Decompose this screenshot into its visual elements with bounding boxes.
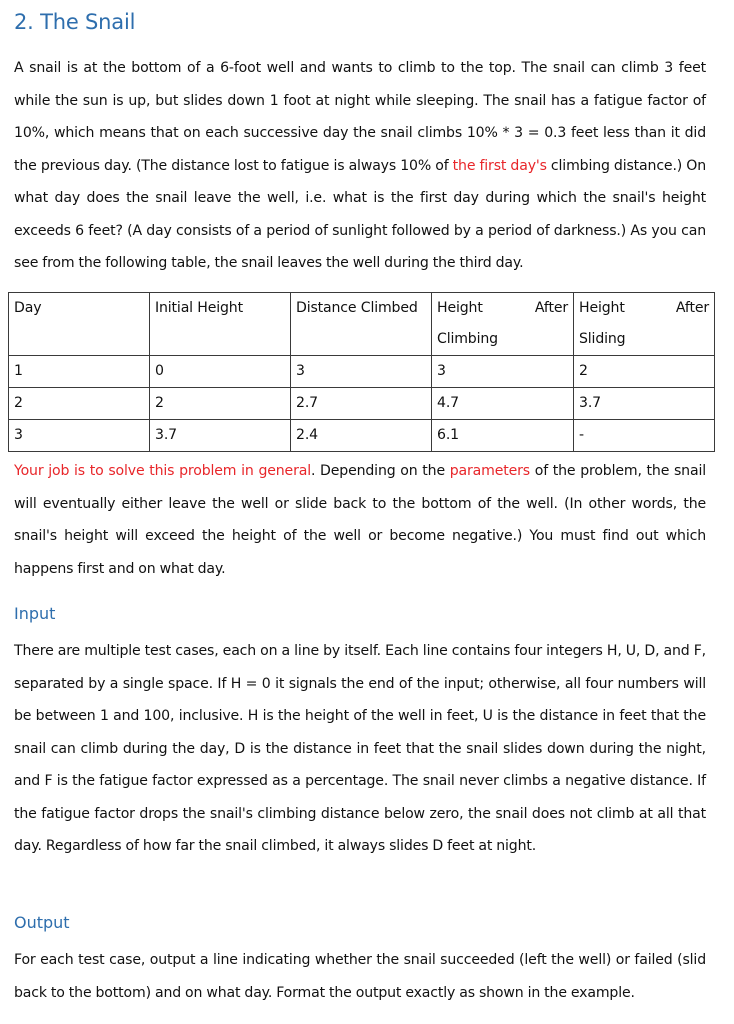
cell-height-after-sliding: 3.7 xyxy=(574,388,715,420)
cell-height-after-sliding: - xyxy=(574,420,715,452)
cell-day: 1 xyxy=(9,356,150,388)
job-highlight-2: parameters xyxy=(449,463,530,479)
header-initial-height: Initial Height xyxy=(150,293,291,356)
intro-text-1: A snail is at the bottom of a 6-foot well and wants to climb to the top. The snail can climb 3 feet while the sun is up, but slides down 1 foot at night while sleeping. The snail has a fatigue factor of 10%, which means that on each successive day the snail climbs 10% * 3 = 0.3 feet less than it did the previous day. (The distance lost to fatigue is always 10% of xyxy=(14,60,706,174)
job-text-1: . Depending on the xyxy=(310,463,450,479)
header-day: Day xyxy=(9,293,150,356)
cell-distance-climbed: 2.4 xyxy=(291,420,432,452)
output-paragraph: For each test case, output a line indicating whether the snail succeeded (left the well) or failed (slid back to the bottom) and on what day. Format the output exactly as shown in the example. xyxy=(14,952,706,1001)
cell-initial-height: 3.7 xyxy=(150,420,291,452)
page-title: 2. The Snail xyxy=(14,10,136,34)
job-highlight-1: Your job is to solve this problem in general xyxy=(14,463,311,479)
table-row xyxy=(9,356,715,388)
example-table xyxy=(8,292,715,452)
table-header-row xyxy=(9,293,715,356)
job-paragraph xyxy=(14,455,706,585)
cell-height-after-climbing: 6.1 xyxy=(432,420,574,452)
cell-height-after-sliding: 2 xyxy=(574,356,715,388)
cell-initial-height: 2 xyxy=(150,388,291,420)
header-height-after-sliding: Height After Sliding xyxy=(574,293,715,356)
job-text-2: of the problem, the snail will eventually either leave the well or slide back to the bottom of the well. (In other words, the snail's height will exceed the height of the well or become negative.) You must find out which happens first and on what day. xyxy=(14,463,706,577)
header-distance-climbed: Distance Climbed xyxy=(291,293,432,356)
input-paragraph: There are multiple test cases, each on a line by itself. Each line contains four integers H, U, D, and F, separated by a single space. If H = 0 it signals the end of the input; otherwise, all four numbers will be between 1 and 100, inclusive. H is the height of the well in feet, U is the distance in feet that the snail can climb during the day, D is the distance in feet that the snail slides down during the night, and F is the fatigue factor expressed as a percentage. The snail never climbs a negative distance. If the fatigue factor drops the snail's climbing distance below zero, the snail does not climb at all that day. Regardless of how far the snail climbed, it always slides D feet at night. xyxy=(14,643,706,854)
intro-highlight: the first day's xyxy=(452,157,547,174)
header-height-after-climbing: Height After Climbing xyxy=(432,293,574,356)
cell-day: 2 xyxy=(9,388,150,420)
table-row xyxy=(9,388,715,420)
input-heading: Input xyxy=(14,604,56,623)
cell-day: 3 xyxy=(9,420,150,452)
intro-text-2: climbing distance.) On what day does the snail leave the well, i.e. what is the first day during which the snail's height exceeds 6 feet? (A day consists of a period of sunlight followed by a period of darkness.) As you can see from the following table, the snail leaves the well during the third day. xyxy=(14,157,706,271)
cell-distance-climbed: 2.7 xyxy=(291,388,432,420)
table-row xyxy=(9,420,715,452)
cell-height-after-climbing: 3 xyxy=(432,356,574,388)
cell-height-after-climbing: 4.7 xyxy=(432,388,574,420)
cell-distance-climbed: 3 xyxy=(291,356,432,388)
output-heading: Output xyxy=(14,913,70,932)
cell-initial-height: 0 xyxy=(150,356,291,388)
intro-paragraph xyxy=(14,52,706,280)
